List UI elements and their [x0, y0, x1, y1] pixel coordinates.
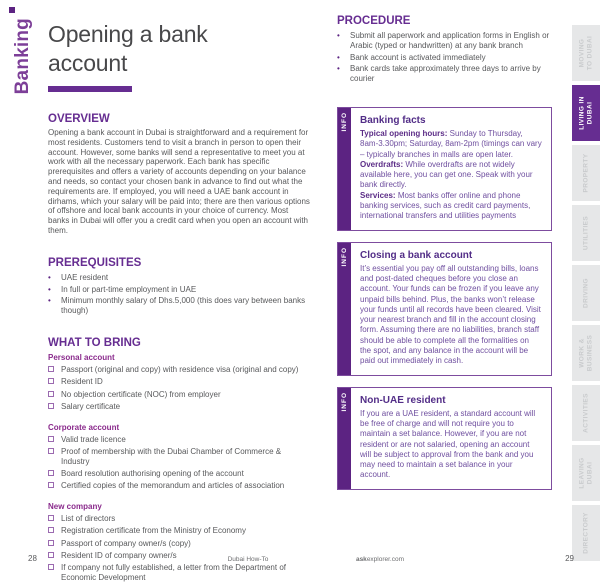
tab-label-line: DUBAI: [586, 101, 593, 125]
tab-label: [579, 36, 594, 71]
prerequisites-list: [48, 273, 311, 316]
list-item-text: Bank cards take approximately three days to arrive by courier: [350, 64, 541, 84]
group-label-corporate-account: Corporate account: [48, 422, 120, 432]
personal-account-checklist: [48, 365, 311, 412]
info-box-paragraph: [360, 160, 542, 191]
page-number-right: 29: [565, 554, 574, 563]
checkbox-icon: [48, 540, 54, 546]
info-box-non-uae-resident: [337, 387, 552, 490]
checklist-item: [48, 390, 311, 400]
chapter-side-label: [12, 18, 34, 94]
tab-leaving-dubai: [572, 445, 600, 501]
checklist-item: [48, 377, 311, 387]
checkbox-icon: [48, 564, 54, 570]
checklist-item-text: Proof of membership with the Dubai Chamber of Commerce & Industry: [61, 446, 282, 466]
tab-label: [579, 335, 594, 371]
paragraph-lead-label: Services:: [360, 190, 396, 200]
procedure-list: [337, 31, 552, 84]
footer-website: [340, 556, 420, 563]
list-item: [337, 31, 552, 51]
paragraph-lead-label: Typical opening hours:: [360, 128, 448, 138]
paragraph-text: It’s essential you pay off all outstanding bills, loans and post-dated cheques before you close an account. Your funds can be frozen if you leave any unpaid bills behind. Plus, the banks won’t release your funds until all records have been cleared. Visit your nearest branch and fill in the account closing form. Assuming there are no liabilities, branch staff should be able to complete all the formalities on the spot, and any balance in the account will be paid out immediately in cash.: [360, 263, 541, 366]
tab-label: [582, 278, 590, 308]
checkbox-icon: [48, 391, 54, 397]
info-box-paragraph: [360, 409, 542, 481]
info-box-title: Closing a bank account: [360, 249, 473, 261]
tab-label-line: PROPERTY: [582, 153, 590, 193]
checklist-item-text: Resident ID: [61, 377, 103, 387]
list-item-text: UAE resident: [61, 272, 109, 282]
checklist-item-text: Resident ID of company owner/s: [61, 551, 177, 561]
checklist-item: [48, 539, 311, 549]
right-page-content: [337, 15, 552, 501]
info-tag-label: INFO: [341, 391, 348, 412]
checklist-item-text: If company not fully established, a letter from the Department of Economic Development: [61, 563, 286, 583]
paragraph-lead-label: Overdrafts:: [360, 159, 404, 169]
tab-living-in-dubai: [572, 85, 600, 141]
tab-label-line: BUSINESS: [586, 334, 593, 372]
checklist-item: [48, 469, 311, 479]
footer-website-bold: ask: [355, 556, 367, 563]
list-item-text: Submit all paperwork and application forms in English or Arabic (typed or handwritten) at any bank branch: [350, 31, 550, 50]
info-box-title: Non-UAE resident: [360, 394, 446, 406]
tab-label-line: TO DUBAI: [586, 35, 593, 71]
tab-label-line: ACTIVITIES: [582, 393, 590, 433]
checkbox-icon: [48, 448, 54, 454]
page-title-line2: account: [48, 50, 128, 76]
tab-activities: [572, 385, 600, 441]
tab-label-line: DUBAI: [586, 461, 593, 485]
page-title: [48, 20, 311, 78]
tab-driving: [572, 265, 600, 321]
bullet-icon: •: [48, 284, 51, 294]
tab-label-line: UTILITIES: [582, 215, 590, 251]
tab-label: [579, 96, 594, 130]
group-label-new-company: New company: [48, 502, 102, 512]
footer-website-rest: explorer.com: [366, 556, 405, 563]
info-box-title: Banking facts: [360, 114, 426, 126]
checklist-item: [48, 563, 311, 583]
page-title-line1: Opening a bank: [48, 21, 208, 47]
checkbox-icon: [48, 403, 54, 409]
checklist-item: [48, 447, 311, 467]
checklist-item: [48, 402, 311, 412]
list-item-text: In full or part-time employment in UAE: [61, 284, 197, 294]
tab-work-business: [572, 325, 600, 381]
checklist-item: [48, 435, 311, 445]
list-item: [337, 64, 552, 84]
corporate-account-checklist: [48, 435, 311, 491]
paragraph-text: Most banks offer online and phone banking services, such as credit card payments, international transfers and utilities payments: [360, 190, 531, 221]
overview-paragraph: Opening a bank account in Dubai is straightforward and a requirement for most residents. Customers tend to visit a branch in person to open their account. However, some banks will send a representative to meet you at work with all the necessary paperwork. Each bank has specific prerequisites and offers a variety of accounts depending on your balance and needs, so contact your chosen bank in advance to find out what the requirements are. If employed, you will need a UAE bank account in dirhams, which your salary will be paid into; there are then various options of offshore and local bank accounts in your choice of currency. Most banks in Dubai will offer you a credit card when you open an account with them.: [48, 128, 310, 235]
list-item: [48, 285, 311, 295]
bullet-icon: •: [48, 272, 51, 282]
chapter-label-text: Banking: [12, 18, 33, 95]
tab-label: [582, 154, 590, 193]
checklist-item-text: List of directors: [61, 514, 116, 524]
checkbox-icon: [48, 527, 54, 533]
paragraph-text: If you are a UAE resident, a standard account will be free of charge and will not require you to maintain a set balance. However, if you are not resident or are not salaried, opening an account will be subject to approval from the bank and you may need to maintain a set balance in your account.: [360, 408, 536, 480]
new-company-checklist: [48, 514, 311, 583]
info-box-paragraph: [360, 129, 542, 160]
tab-label: [582, 512, 590, 554]
checklist-item-text: Registration certificate from the Ministry of Economy: [61, 526, 246, 536]
bullet-icon: •: [337, 52, 340, 62]
corner-accent-square: [9, 7, 15, 13]
checklist-item-text: Board resolution authorising opening of the account: [61, 469, 244, 479]
tab-label: [582, 216, 590, 250]
paragraph-text: While overdrafts are not widely available here, you can get one. Speak with your bank directly.: [360, 159, 533, 190]
checkbox-icon: [48, 378, 54, 384]
info-tag-label: INFO: [341, 111, 348, 132]
checkbox-icon: [48, 470, 54, 476]
checklist-item: [48, 481, 311, 491]
tab-label-line: MOVING: [578, 38, 586, 68]
checkbox-icon: [48, 515, 54, 521]
what-to-bring-heading: WHAT TO BRING: [48, 336, 141, 349]
checklist-item-text: No objection certificate (NOC) from employer: [61, 389, 221, 399]
checklist-item-text: Passport (original and copy) with residence visa (original and copy): [61, 364, 299, 374]
checklist-item: [48, 365, 311, 375]
page-number-left: 28: [28, 554, 37, 563]
tab-property: [572, 145, 600, 201]
section-tab-strip: [572, 25, 600, 565]
list-item: [48, 296, 311, 316]
info-box-paragraph: [360, 264, 542, 367]
checklist-item: [48, 514, 311, 524]
checklist-item-text: Salary certificate: [61, 401, 121, 411]
tab-utilities: [572, 205, 600, 261]
checklist-item-text: Passport of company owner/s (copy): [61, 538, 191, 548]
checkbox-icon: [48, 366, 54, 372]
list-item-text: Bank account is activated immediately: [350, 52, 486, 62]
info-box-closing-account: [337, 242, 552, 376]
group-label-personal-account: Personal account: [48, 352, 115, 362]
prerequisites-heading: PREREQUISITES: [48, 256, 142, 269]
title-underline-rule: [48, 86, 132, 92]
info-box-paragraph: [360, 191, 542, 222]
checklist-item: [48, 526, 311, 536]
procedure-heading: PROCEDURE: [337, 15, 411, 27]
bullet-icon: •: [337, 31, 340, 40]
left-page-content: [48, 20, 311, 585]
bullet-icon: •: [48, 296, 51, 306]
overview-heading: OVERVIEW: [48, 113, 110, 125]
paragraph-text: Sunday to Thursday, 8am-3.30pm; Saturday, 8am-2pm (timings can vary – typically branches in malls are open later.: [360, 128, 542, 159]
checkbox-icon: [48, 552, 54, 558]
bullet-icon: •: [337, 64, 340, 74]
tab-moving-to-dubai: [572, 25, 600, 81]
tab-label-line: LEAVING: [578, 457, 586, 489]
tab-label-line: DRIVING: [582, 278, 590, 308]
checklist-item-text: Valid trade licence: [61, 434, 126, 444]
list-item: [337, 53, 552, 63]
tab-label-line: WORK &: [578, 338, 586, 368]
list-item-text: Minimum monthly salary of Dhs.5,000 (this does vary between banks though): [61, 296, 306, 316]
tab-label: [582, 393, 590, 433]
tab-directory: [572, 505, 600, 561]
tab-label-line: DIRECTORY: [582, 512, 590, 554]
checkbox-icon: [48, 482, 54, 488]
tab-label-line: LIVING IN: [578, 96, 586, 130]
list-item: [48, 273, 311, 283]
checkbox-icon: [48, 436, 54, 442]
info-tag-label: INFO: [341, 246, 348, 267]
footer-book-title: Dubai How-To: [227, 556, 269, 563]
info-box-banking-facts: [337, 107, 552, 231]
tab-label: [579, 457, 594, 488]
checklist-item-text: Certified copies of the memorandum and articles of association: [61, 481, 285, 491]
